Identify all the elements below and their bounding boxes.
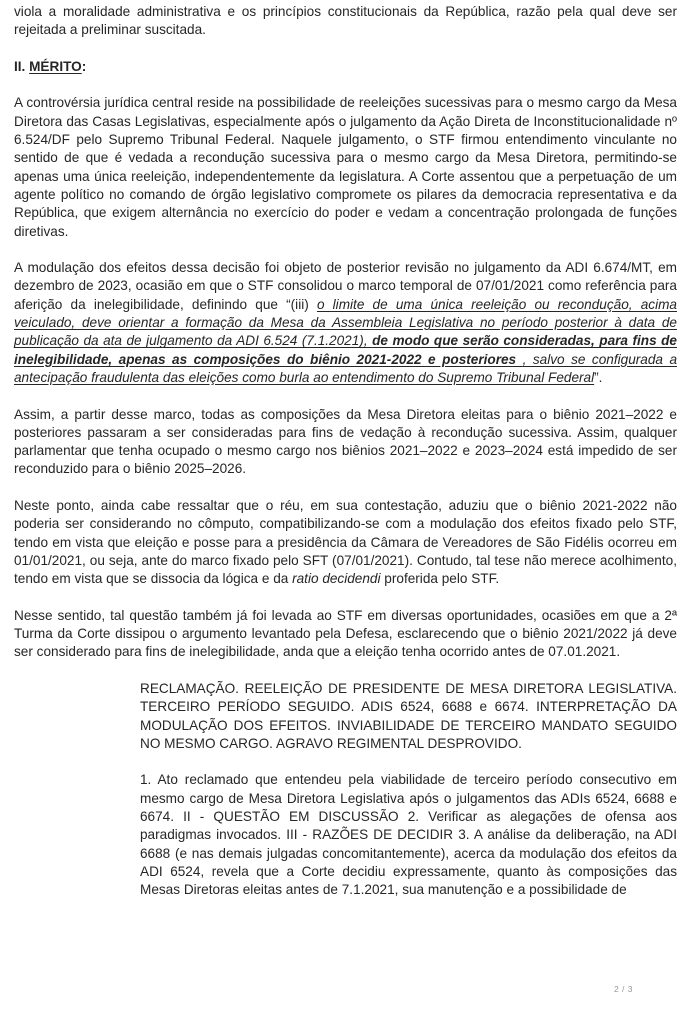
section-heading-merito	[14, 58, 677, 76]
contestacao-lead: Neste ponto, ainda cabe ressaltar que o réu, em sua contestação, aduziu que o biênio 2021-2022 não poderia ser considerando no cômputo, compatibilizando-se com a modulação dos efeitos fixado pelo STF, tendo em vista que eleição e posse para a presidência da Câmara de Vereadores de São Fidélis ocorreu em 01/01/2021, ou seja, ante do marco fixado pelo SFT (07/01/2021). Contudo, tal tese não merece acolhimento, tendo em vista que se dissocia da lógica e da	[14, 498, 677, 587]
modulacao-quote-bold: de modo que serão consideradas, para fins de inelegibilidade, apenas as composições do biênio 2021-2022 e posteriores	[14, 333, 677, 367]
section-heading-title: MÉRITO	[29, 58, 82, 74]
page-number-indicator: 2 / 3	[613, 984, 633, 994]
blockquote-ementa: RECLAMAÇÃO. REELEIÇÃO DE PRESIDENTE DE MESA DIRETORA LEGISLATIVA. TERCEIRO PERÍODO SEGUIDO. ADIS 6524, 6688 e 6674. INTERPRETAÇÃO DA MODULAÇÃO DOS EFEITOS. INVIABILIDADE DE TERCEIRO MANDATO SEGUIDO NO MESMO CARGO. AGRAVO REGIMENTAL DESPROVIDO.	[140, 680, 677, 751]
blockquote-item-1: 1. Ato reclamado que entendeu pela viabilidade de terceiro período consecutivo em mesmo cargo de Mesa Diretora Legislativa após o julgamentos das ADIs 6524, 6688 e 6674. II - QUESTÃO EM DISCUSSÃO 2. Verificar as alegações de ofensa aos paradigmas invocados. III - RAZÕES DE DECIDIR 3. A análise da deliberação, na ADI 6688 (e nas demais julgadas concomitantemente), acerca da modulação dos efeitos da ADI 6524, revela que a Corte decidiu expressamente, quanto às composições das Mesas Diretoras eleitas antes de 7.1.2021, sua manutenção e a possibilidade de	[140, 772, 677, 898]
contestacao-latin-term: ratio decidendi	[292, 571, 381, 587]
paragraph-contestacao	[14, 497, 677, 588]
modulacao-lead: A modulação dos efeitos dessa decisão foi objeto de posterior revisão no julgamento da ADI 6.674/MT, em dezembro de 2023, ocasião em que o STF consolidou o marco temporal de 07/01/2021 como referência para aferição da inelegibilidade, definindo que “(iii)	[14, 260, 677, 312]
contestacao-tail: proferida pelo STF.	[380, 571, 500, 587]
paragraph-stf-precedente: Nesse sentido, tal questão também já foi levada ao STF em diversas oportunidades, ocasiões em que a 2ª Turma da Corte dissipou o argumento levantado pela Defesa, esclarecendo que o biênio 2021/2022 já deve ser considerado para fins de inelegibilidade, anda que a eleição tenha ocorrido antes de 07.01.2021.	[14, 607, 677, 660]
paragraph-preliminar-continuation: viola a moralidade administrativa e os princípios constitucionais da República, razão pela qual deve ser rejeitada a preliminar suscitada.	[14, 4, 677, 38]
section-heading-numeral: II.	[14, 58, 30, 74]
modulacao-closing: ”.	[594, 369, 603, 385]
modulacao-quote-italic-2: , salvo se configurada a antecipação fraudulenta das eleições como burla ao entendimento do Supremo Tribunal Federal	[14, 351, 677, 385]
paragraph-controversia: A controvérsia jurídica central reside na possibilidade de reeleições sucessivas para o mesmo cargo da Mesa Diretora das Casas Legislativas, especialmente após o julgamento da Ação Direta de Inconstitucionalidade nº 6.524/DF pelo Supremo Tribunal Federal. Naquele julgamento, o STF firmou entendimento vinculante no sentido de que é vedada a recondução sucessiva para o mesmo cargo da Mesa Diretora, permitindo-se apenas uma única reeleição, independentemente da legislatura. A Corte assentou que a perpetuação de um agente político no comando de órgão legislativo compromete os pilares da democracia representativa e da República, que exigem alternância no exercício do poder e vedam a concentração prolongada de funções diretivas.	[14, 95, 677, 239]
section-heading-colon: :	[81, 58, 87, 74]
paragraph-marco-temporal: Assim, a partir desse marco, todas as composições da Mesa Diretora eleitas para o biênio 2021–2022 e posteriores passaram a ser consideradas para fins de vedação à recondução sucessiva. Assim, qualquer parlamentar que tenha ocupado o mesmo cargo nos biênios 2021–2022 e 2023–2024 está impedido de ser reconduzido para o biênio 2025–2026.	[14, 406, 677, 477]
paragraph-modulacao	[14, 259, 677, 387]
modulacao-quote-italic-1: o limite de uma única reeleição ou recondução, acima veiculado, deve orientar a formação da Mesa da Assembleia Legislativa no período posterior à data de publicação da ata de julgamento da ADI 6.524 (7.1.2021),	[14, 296, 677, 349]
